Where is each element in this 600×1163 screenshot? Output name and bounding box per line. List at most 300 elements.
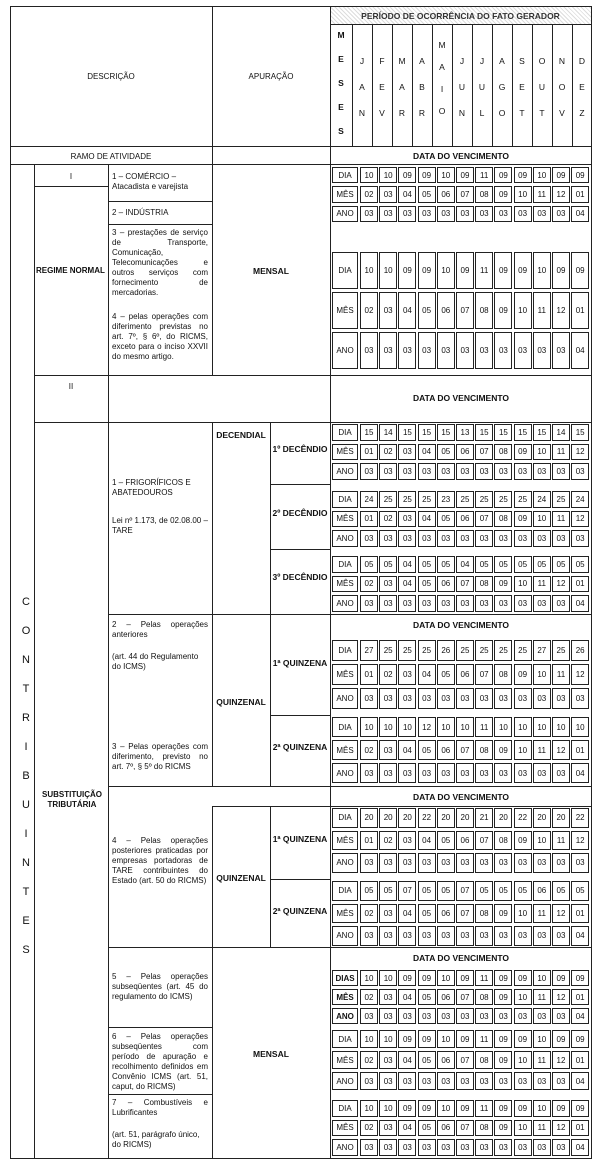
- meses-letter: S: [338, 126, 344, 136]
- month-letter: O: [438, 106, 446, 116]
- grid-cell: 10: [360, 167, 378, 183]
- grid-cell: 09: [398, 252, 416, 289]
- group-II: II: [68, 382, 74, 391]
- grid-cell: 09: [514, 970, 532, 986]
- grid-cell: 15: [418, 424, 436, 441]
- grid-cell: 02: [379, 664, 397, 685]
- grid-cell: 10: [437, 717, 455, 737]
- grid-cell: 03: [379, 763, 397, 783]
- desc-combustiveis: 7 – Combustíveis e Lubrificantes: [112, 1098, 208, 1117]
- grid-cell: 12: [552, 292, 570, 329]
- grid-cell: 03: [418, 530, 436, 547]
- grid-cell: 03: [418, 595, 436, 612]
- grid-cell: 03: [533, 1008, 551, 1024]
- grid-cell: 09: [552, 167, 570, 183]
- grid-cell: 10: [533, 1100, 551, 1117]
- grid-cell: 09: [418, 252, 436, 289]
- grid-cell: 09: [494, 970, 512, 986]
- grid-cell: 14: [552, 424, 570, 441]
- grid-cell: 03: [379, 1051, 397, 1069]
- grid-cell: 03: [418, 1072, 436, 1090]
- grid-cell: 03: [494, 1139, 512, 1156]
- grid-cell: 03: [360, 853, 378, 873]
- grid-row-label: DIA: [332, 1100, 358, 1117]
- grid-cell: 08: [475, 904, 493, 924]
- month-letter: B: [419, 82, 425, 92]
- grid-cell: 03: [360, 206, 378, 222]
- grid-cell: 12: [552, 576, 570, 593]
- grid-cell: 05: [552, 556, 570, 573]
- grid-cell: 03: [437, 206, 455, 222]
- grid-cell: 03: [494, 926, 512, 946]
- grid-cell: 02: [360, 186, 378, 202]
- grid-cell: 12: [571, 511, 589, 528]
- apuracao-quinzenal-1: QUINZENAL: [216, 697, 266, 707]
- grid-cell: 04: [398, 292, 416, 329]
- grid-row-label: ANO: [332, 926, 358, 946]
- grid-cell: 26: [571, 640, 589, 661]
- grid-cell: 05: [494, 556, 512, 573]
- grid-cell: 11: [475, 970, 493, 986]
- grid-cell: 09: [494, 252, 512, 289]
- grid-cell: 03: [552, 926, 570, 946]
- grid-cell: 03: [533, 926, 551, 946]
- grid-cell: 09: [456, 970, 474, 986]
- grid-cell: 02: [360, 292, 378, 329]
- grid-cell: 03: [437, 1139, 455, 1156]
- desc-anteriores-art: (art. 44 do Regulamento do ICMS): [112, 652, 199, 671]
- grid-cell: 12: [418, 717, 436, 737]
- grid-cell: 09: [418, 970, 436, 986]
- month-letter: M: [438, 40, 446, 50]
- grid-cell: 03: [418, 332, 436, 369]
- period-header: PERÍODO DE OCORRÊNCIA DO FATO GERADOR: [361, 11, 560, 21]
- grid-cell: 10: [360, 1030, 378, 1048]
- grid-cell: 08: [494, 664, 512, 685]
- grid-cell: 04: [398, 1051, 416, 1069]
- grid-cell: 09: [494, 576, 512, 593]
- grid-cell: 03: [360, 595, 378, 612]
- grid-cell: 07: [456, 292, 474, 329]
- grid-cell: 10: [360, 717, 378, 737]
- grid-cell: 05: [418, 292, 436, 329]
- grid-cell: 04: [571, 332, 589, 369]
- grid-cell: 03: [475, 688, 493, 709]
- grid-cell: 11: [533, 576, 551, 593]
- grid-cell: 03: [514, 1139, 532, 1156]
- grid-cell: 03: [456, 926, 474, 946]
- grid-cell: 07: [456, 881, 474, 901]
- grid-cell: 03: [514, 530, 532, 547]
- grid-cell: 03: [456, 206, 474, 222]
- grid-cell: 10: [533, 511, 551, 528]
- grid-cell: 09: [514, 1100, 532, 1117]
- grid-cell: 25: [494, 491, 512, 508]
- grid-row-label: ANO: [332, 530, 358, 547]
- grid-cell: 03: [398, 763, 416, 783]
- grid-cell: 04: [571, 763, 589, 783]
- grid-row-label: DIA: [332, 491, 358, 508]
- grid-cell: 14: [379, 424, 397, 441]
- grid-cell: 02: [360, 1120, 378, 1137]
- grid-cell: 03: [475, 463, 493, 480]
- grid-cell: 23: [437, 491, 455, 508]
- grid-cell: 04: [571, 1139, 589, 1156]
- grid-cell: 12: [552, 1051, 570, 1069]
- grid-cell: 15: [398, 424, 416, 441]
- grid-cell: 03: [379, 292, 397, 329]
- grid-cell: 25: [552, 491, 570, 508]
- grid-cell: 03: [514, 206, 532, 222]
- grid-cell: 02: [360, 904, 378, 924]
- grid-row-label: ANO: [332, 332, 358, 369]
- decendio-1: 1º DECÊNDIO: [272, 444, 328, 454]
- grid-row-label: DIA: [332, 881, 358, 901]
- grid-cell: 08: [475, 1051, 493, 1069]
- grid-cell: 03: [571, 688, 589, 709]
- grid-row-label: MÊS: [332, 904, 358, 924]
- quinzena-2b: 2ª QUINZENA: [272, 906, 328, 916]
- grid-cell: 01: [571, 1120, 589, 1137]
- grid-cell: 06: [456, 444, 474, 461]
- grid-cell: 06: [437, 1051, 455, 1069]
- grid-cell: 13: [456, 424, 474, 441]
- grid-cell: 09: [494, 989, 512, 1005]
- month-letter: N: [558, 56, 566, 66]
- grid-cell: 10: [514, 1120, 532, 1137]
- grid-cell: 25: [379, 491, 397, 508]
- grid-cell: 03: [533, 530, 551, 547]
- grid-cell: 09: [494, 186, 512, 202]
- apuracao-mensal-1: MENSAL: [253, 266, 289, 276]
- grid-cell: 03: [475, 206, 493, 222]
- grid-cell: 25: [398, 491, 416, 508]
- grid-cell: 10: [514, 576, 532, 593]
- grid-cell: 04: [571, 206, 589, 222]
- grid-cell: 22: [571, 808, 589, 828]
- grid-cell: 09: [494, 1051, 512, 1069]
- grid-cell: 02: [360, 576, 378, 593]
- grid-row-label: DIA: [332, 1030, 358, 1048]
- grid-cell: 09: [494, 740, 512, 760]
- grid-cell: 02: [360, 1051, 378, 1069]
- grid-cell: 03: [533, 332, 551, 369]
- grid-cell: 11: [533, 1051, 551, 1069]
- grid-row-label: MÊS: [332, 1120, 358, 1137]
- grid-cell: 07: [475, 444, 493, 461]
- grid-cell: 03: [456, 1008, 474, 1024]
- grid-cell: 07: [456, 904, 474, 924]
- grid-cell: 03: [494, 206, 512, 222]
- grid-cell: 07: [456, 1051, 474, 1069]
- grid-cell: 03: [379, 576, 397, 593]
- grid-cell: 05: [437, 444, 455, 461]
- grid-cell: 20: [398, 808, 416, 828]
- grid-cell: 01: [571, 989, 589, 1005]
- grid-cell: 03: [494, 1072, 512, 1090]
- grid-cell: 03: [494, 530, 512, 547]
- grid-cell: 03: [437, 530, 455, 547]
- grid-cell: 06: [437, 740, 455, 760]
- grid-cell: 03: [398, 206, 416, 222]
- grid-cell: 10: [533, 717, 551, 737]
- grid-cell: 05: [533, 556, 551, 573]
- grid-cell: 03: [494, 332, 512, 369]
- grid-cell: 11: [533, 186, 551, 202]
- month-letter: S: [519, 56, 525, 66]
- grid-cell: 27: [360, 640, 378, 661]
- grid-cell: 09: [571, 167, 589, 183]
- grid-cell: 03: [360, 530, 378, 547]
- grid-cell: 05: [360, 881, 378, 901]
- grid-cell: 09: [398, 1030, 416, 1048]
- grid-cell: 11: [533, 292, 551, 329]
- grid-cell: 09: [571, 252, 589, 289]
- meses-letter: E: [338, 54, 344, 64]
- grid-cell: 06: [456, 664, 474, 685]
- grid-cell: 26: [437, 640, 455, 661]
- month-letter: J: [359, 56, 365, 66]
- desc-subsequentes-conv: 6 – Pelas operações subseqüentes com período de apuração e recolhimento definidos em Convênio ICMS (art. 51, caput, do RICMS): [112, 1032, 208, 1091]
- desc-anteriores: 2 – Pelas operações anteriores: [112, 620, 208, 639]
- grid-cell: 03: [398, 664, 416, 685]
- month-letter: O: [538, 56, 546, 66]
- grid-cell: 04: [398, 186, 416, 202]
- grid-cell: 25: [552, 640, 570, 661]
- grid-cell: 09: [571, 1030, 589, 1048]
- grid-cell: 03: [514, 1072, 532, 1090]
- grid-cell: 03: [552, 853, 570, 873]
- grid-cell: 11: [475, 717, 493, 737]
- grid-cell: 03: [360, 688, 378, 709]
- grid-cell: 10: [437, 1100, 455, 1117]
- grid-cell: 25: [514, 640, 532, 661]
- month-letter: A: [359, 82, 365, 92]
- grid-cell: 10: [360, 1100, 378, 1117]
- grid-row-label: DIAS: [332, 970, 358, 986]
- grid-cell: 03: [418, 1008, 436, 1024]
- grid-row-label: MÊS: [332, 511, 358, 528]
- grid-cell: 24: [533, 491, 551, 508]
- data-vencimento-II: DATA DO VENCIMENTO: [412, 393, 510, 403]
- grid-cell: 03: [494, 688, 512, 709]
- grid-cell: 05: [437, 556, 455, 573]
- month-letter: J: [459, 56, 465, 66]
- grid-cell: 03: [494, 853, 512, 873]
- grid-cell: 03: [475, 332, 493, 369]
- grid-cell: 05: [418, 556, 436, 573]
- grid-cell: 10: [437, 1030, 455, 1048]
- desc-comercio: 1 – COMÉRCIO – Atacadista e varejista: [112, 172, 189, 191]
- grid-cell: 02: [379, 831, 397, 851]
- grid-cell: 03: [475, 926, 493, 946]
- grid-cell: 01: [571, 292, 589, 329]
- desc-combustiveis-art: (art. 51, parágrafo único, do RICMS): [112, 1130, 200, 1149]
- grid-cell: 03: [514, 332, 532, 369]
- grid-cell: 03: [379, 206, 397, 222]
- grid-cell: 03: [475, 1072, 493, 1090]
- grid-cell: 03: [456, 530, 474, 547]
- grid-cell: 04: [418, 664, 436, 685]
- grid-cell: 06: [437, 904, 455, 924]
- grid-cell: 11: [552, 511, 570, 528]
- grid-cell: 10: [514, 717, 532, 737]
- grid-cell: 10: [514, 740, 532, 760]
- grid-cell: 11: [533, 1120, 551, 1137]
- grid-cell: 11: [533, 989, 551, 1005]
- grid-cell: 03: [475, 1008, 493, 1024]
- grid-cell: 02: [360, 989, 378, 1005]
- grid-cell: 06: [437, 292, 455, 329]
- grid-cell: 09: [514, 511, 532, 528]
- grid-cell: 03: [456, 1072, 474, 1090]
- grid-cell: 03: [514, 463, 532, 480]
- grid-cell: 11: [475, 167, 493, 183]
- grid-cell: 04: [398, 989, 416, 1005]
- grid-cell: 03: [475, 853, 493, 873]
- grid-cell: 08: [475, 292, 493, 329]
- grid-cell: 20: [494, 808, 512, 828]
- grid-cell: 04: [571, 1008, 589, 1024]
- grid-cell: 03: [418, 206, 436, 222]
- grid-cell: 03: [398, 1008, 416, 1024]
- grid-cell: 02: [360, 740, 378, 760]
- grid-cell: 21: [475, 808, 493, 828]
- grid-cell: 03: [379, 595, 397, 612]
- grid-cell: 03: [379, 853, 397, 873]
- grid-cell: 09: [552, 1030, 570, 1048]
- month-letter: A: [499, 56, 505, 66]
- grid-cell: 12: [552, 1120, 570, 1137]
- grid-cell: 03: [552, 595, 570, 612]
- grid-cell: 25: [418, 491, 436, 508]
- grid-cell: 09: [398, 1100, 416, 1117]
- grid-cell: 09: [418, 1100, 436, 1117]
- grid-cell: 03: [456, 463, 474, 480]
- grid-cell: 03: [533, 688, 551, 709]
- data-vencimento-st2: DATA DO VENCIMENTO: [412, 620, 510, 630]
- grid-cell: 09: [514, 444, 532, 461]
- grid-cell: 15: [475, 424, 493, 441]
- decendio-2: 2º DECÊNDIO: [272, 508, 328, 518]
- grid-cell: 05: [418, 186, 436, 202]
- grid-cell: 03: [533, 853, 551, 873]
- grid-cell: 07: [456, 1120, 474, 1137]
- grid-cell: 11: [533, 740, 551, 760]
- grid-cell: 03: [360, 463, 378, 480]
- grid-cell: 15: [514, 424, 532, 441]
- grid-cell: 03: [437, 763, 455, 783]
- desc-frigorificos-lei: Lei nº 1.173, de 02.08.00 – TARE: [112, 516, 208, 535]
- grid-cell: 03: [456, 763, 474, 783]
- grid-row-label: DIA: [332, 167, 358, 183]
- apuracao-mensal-2: MENSAL: [253, 1049, 289, 1059]
- grid-cell: 10: [533, 970, 551, 986]
- month-letter: A: [439, 62, 445, 72]
- grid-cell: 03: [379, 530, 397, 547]
- month-letter: N: [358, 108, 366, 118]
- month-letter: O: [498, 108, 506, 118]
- month-letter: L: [479, 108, 485, 118]
- grid-cell: 10: [360, 970, 378, 986]
- grid-cell: 03: [437, 853, 455, 873]
- grid-cell: 05: [379, 881, 397, 901]
- grid-cell: 05: [418, 740, 436, 760]
- grid-cell: 03: [360, 1008, 378, 1024]
- grid-row-label: ANO: [332, 206, 358, 222]
- grid-cell: 03: [398, 1139, 416, 1156]
- grid-cell: 09: [514, 167, 532, 183]
- desc-diferimento: 4 – pelas operações com diferimento previstas no art. 7º, § 6º, do RICMS, exceto para o inciso XXVII do mesmo artigo.: [112, 312, 208, 361]
- grid-cell: 03: [514, 595, 532, 612]
- grid-cell: 07: [398, 881, 416, 901]
- regime-normal-label: REGIME NORMAL: [36, 266, 105, 275]
- meses-letter: S: [338, 78, 344, 88]
- grid-cell: 12: [552, 904, 570, 924]
- month-letter: R: [418, 108, 426, 118]
- grid-cell: 03: [379, 740, 397, 760]
- grid-cell: 03: [379, 688, 397, 709]
- grid-cell: 15: [571, 424, 589, 441]
- grid-cell: 03: [475, 763, 493, 783]
- grid-cell: 03: [475, 530, 493, 547]
- grid-cell: 10: [533, 167, 551, 183]
- grid-cell: 09: [456, 167, 474, 183]
- grid-cell: 03: [552, 332, 570, 369]
- grid-cell: 10: [379, 252, 397, 289]
- grid-cell: 05: [418, 989, 436, 1005]
- grid-cell: 03: [379, 1120, 397, 1137]
- grid-cell: 20: [552, 808, 570, 828]
- grid-cell: 03: [494, 1008, 512, 1024]
- grid-cell: 07: [456, 576, 474, 593]
- grid-cell: 01: [571, 740, 589, 760]
- grid-cell: 01: [360, 831, 378, 851]
- grid-cell: 08: [494, 511, 512, 528]
- quinzena-2a: 2ª QUINZENA: [272, 742, 328, 752]
- grid-row-label: MÊS: [332, 989, 358, 1005]
- grid-cell: 20: [379, 808, 397, 828]
- grid-cell: 03: [360, 332, 378, 369]
- grid-cell: 03: [379, 1139, 397, 1156]
- grid-cell: 02: [379, 511, 397, 528]
- grid-cell: 05: [437, 881, 455, 901]
- desc-diferimento-st: 3 – Pelas operações com diferimento, previsto no art. 7º, § 5º do RICMS: [112, 742, 208, 771]
- grid-row-label: MÊS: [332, 292, 358, 329]
- month-letter: U: [458, 82, 466, 92]
- grid-cell: 06: [437, 186, 455, 202]
- grid-cell: 09: [571, 1100, 589, 1117]
- grid-cell: 03: [379, 904, 397, 924]
- grid-cell: 24: [360, 491, 378, 508]
- month-letter: I: [440, 84, 444, 94]
- grid-cell: 09: [552, 970, 570, 986]
- month-letter: V: [559, 108, 565, 118]
- grid-cell: 09: [456, 1100, 474, 1117]
- grid-cell: 03: [398, 332, 416, 369]
- grid-row-label: ANO: [332, 763, 358, 783]
- grid-row-label: MÊS: [332, 576, 358, 593]
- grid-cell: 03: [379, 926, 397, 946]
- grid-cell: 03: [494, 463, 512, 480]
- grid-row-label: ANO: [332, 1008, 358, 1024]
- grid-cell: 25: [379, 640, 397, 661]
- grid-cell: 09: [552, 1100, 570, 1117]
- grid-row-label: MÊS: [332, 740, 358, 760]
- contribuintes-letter: U: [22, 799, 30, 811]
- month-letter: M: [398, 56, 406, 66]
- grid-cell: 05: [418, 1120, 436, 1137]
